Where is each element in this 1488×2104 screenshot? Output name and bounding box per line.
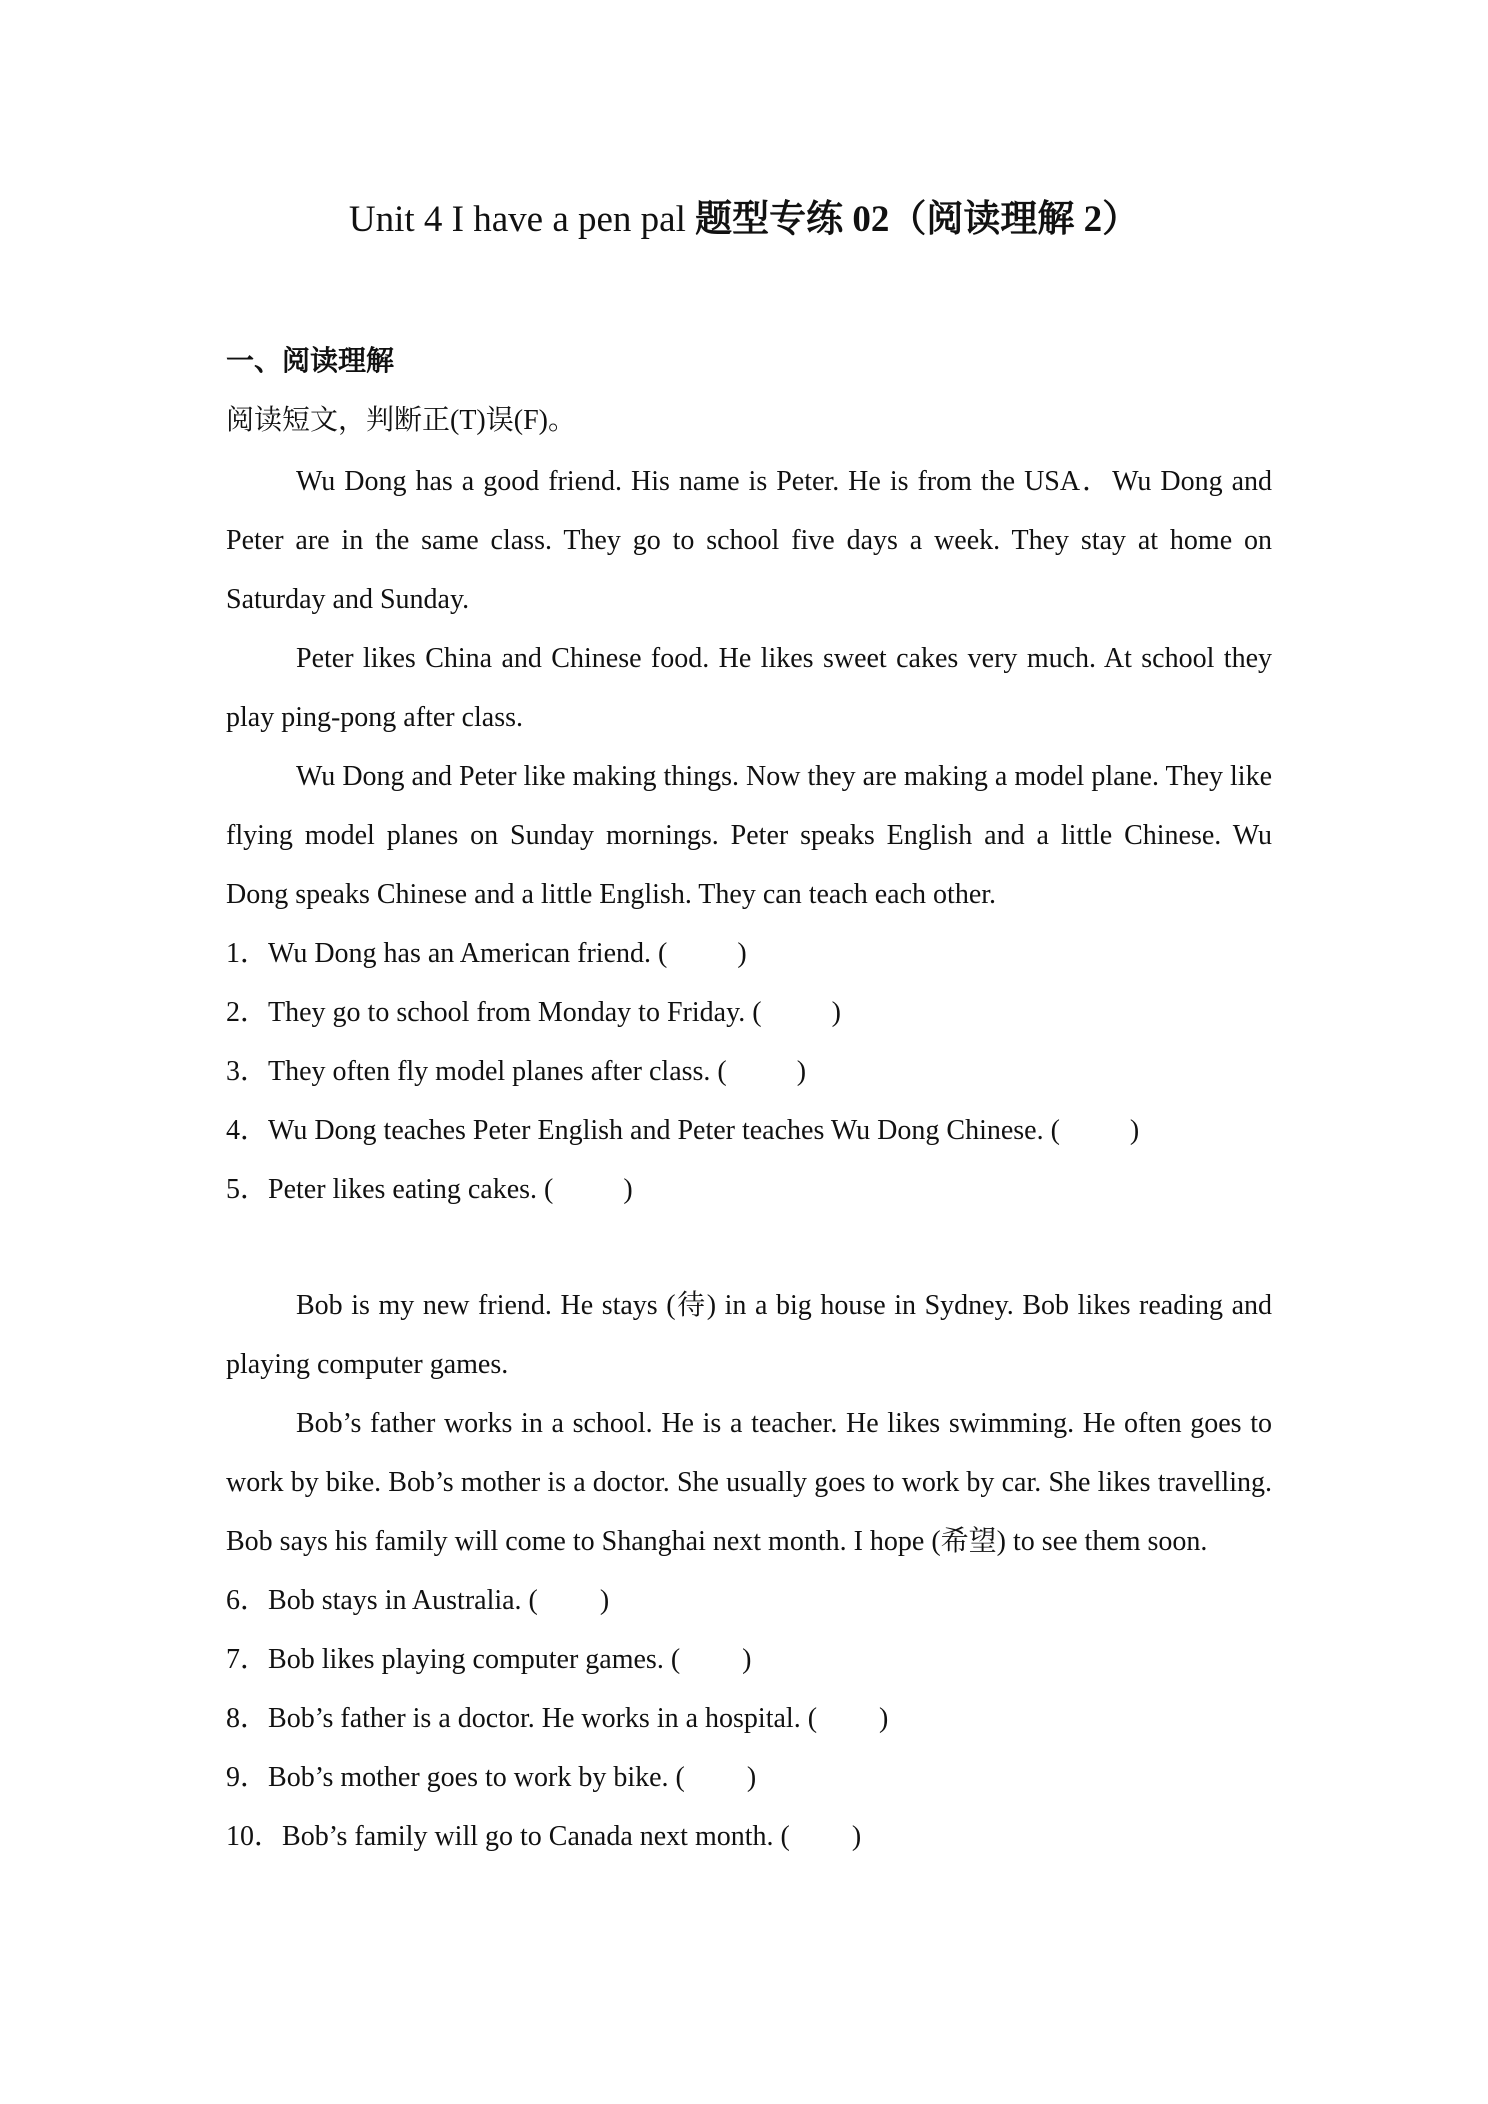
title-english: Unit 4 I have a pen pal <box>348 199 686 240</box>
question-number: 5． <box>226 1174 269 1205</box>
question-4 <box>226 1101 1272 1160</box>
question-number: 6． <box>226 1585 269 1616</box>
question-1 <box>226 924 1272 983</box>
question-3 <box>226 1042 1272 1101</box>
question-2 <box>226 983 1272 1042</box>
question-close-paren: ) <box>742 1644 752 1675</box>
instruction-text: 阅读短文，判断正(T)误(F)。 <box>226 405 576 436</box>
question-close-paren: ) <box>746 1762 757 1793</box>
question-text: Bob stays in Australia. ( <box>268 1585 538 1616</box>
question-close-paren: ) <box>737 938 747 969</box>
question-close-paren: ) <box>796 1056 807 1087</box>
passage-1-paragraph-3: Wu Dong and Peter like making things. Now they are making a model plane. They like flying model planes on Sunday mornings. Peter speaks English and a little Chinese. Wu Dong speaks Chinese and a little English. They can teach each other. <box>226 761 1272 910</box>
question-text: Bob’s family will go to Canada next month. ( <box>282 1821 790 1852</box>
question-text: Bob likes playing computer games. ( <box>268 1644 681 1675</box>
passage-1 <box>226 452 1272 1219</box>
question-close-paren: ) <box>831 997 841 1028</box>
question-text: Bob’s mother goes to work by bike. ( <box>268 1762 685 1793</box>
question-number: 2． <box>226 997 269 1028</box>
question-text: Wu Dong teaches Peter English and Peter teaches Wu Dong Chinese. ( <box>268 1115 1060 1146</box>
question-7 <box>226 1630 1272 1689</box>
passage-1-paragraph-2: Peter likes China and Chinese food. He likes sweet cakes very much. At school they play ping-pong after class. <box>226 643 1272 733</box>
passage-2 <box>226 1276 1272 1866</box>
question-close-paren: ) <box>851 1821 862 1852</box>
question-text: Wu Dong has an American friend. ( <box>268 938 668 969</box>
title-chinese: 题型专练 02（阅读理解 2） <box>695 199 1140 240</box>
question-8 <box>226 1689 1272 1748</box>
question-text: Bob’s father is a doctor. He works in a hospital. ( <box>268 1703 818 1734</box>
question-number: 8． <box>226 1703 269 1734</box>
page-title <box>0 190 1488 250</box>
question-close-paren: ) <box>879 1703 889 1734</box>
question-text: They often fly model planes after class. ( <box>268 1056 727 1087</box>
passage-2-paragraph-2: Bob’s father works in a school. He is a teacher. He likes swimming. He often goes to work by bike. Bob’s mother is a doctor. She usually goes to work by car. She likes travelling. Bob says his family will come to Shanghai next month. I hope (希望) to see them soon. <box>226 1408 1272 1557</box>
question-5 <box>226 1160 1272 1219</box>
question-number: 7． <box>226 1644 269 1675</box>
question-text: Peter likes eating cakes. ( <box>268 1174 554 1205</box>
question-text: They go to school from Monday to Friday. ( <box>268 997 762 1028</box>
section-heading: 一、阅读理解 <box>226 346 395 377</box>
passage-1-paragraph-1: Wu Dong has a good friend. His name is Peter. He is from the USA．Wu Dong and Peter are in the same class. They go to school five days a week. They stay at home on Saturday and Sunday. <box>226 466 1272 615</box>
question-close-paren: ) <box>623 1174 633 1205</box>
question-number: 1． <box>226 938 269 969</box>
question-close-paren: ) <box>599 1585 610 1616</box>
question-number: 3． <box>226 1056 269 1087</box>
question-9 <box>226 1748 1272 1807</box>
question-close-paren: ) <box>1129 1115 1140 1146</box>
question-number: 4． <box>226 1115 269 1146</box>
question-number: 9． <box>226 1762 269 1793</box>
question-10 <box>226 1807 1272 1866</box>
passage-2-paragraph-1: Bob is my new friend. He stays (待) in a big house in Sydney. Bob likes reading and playing computer games. <box>226 1290 1272 1380</box>
question-number: 10． <box>226 1821 283 1852</box>
question-6 <box>226 1571 1272 1630</box>
